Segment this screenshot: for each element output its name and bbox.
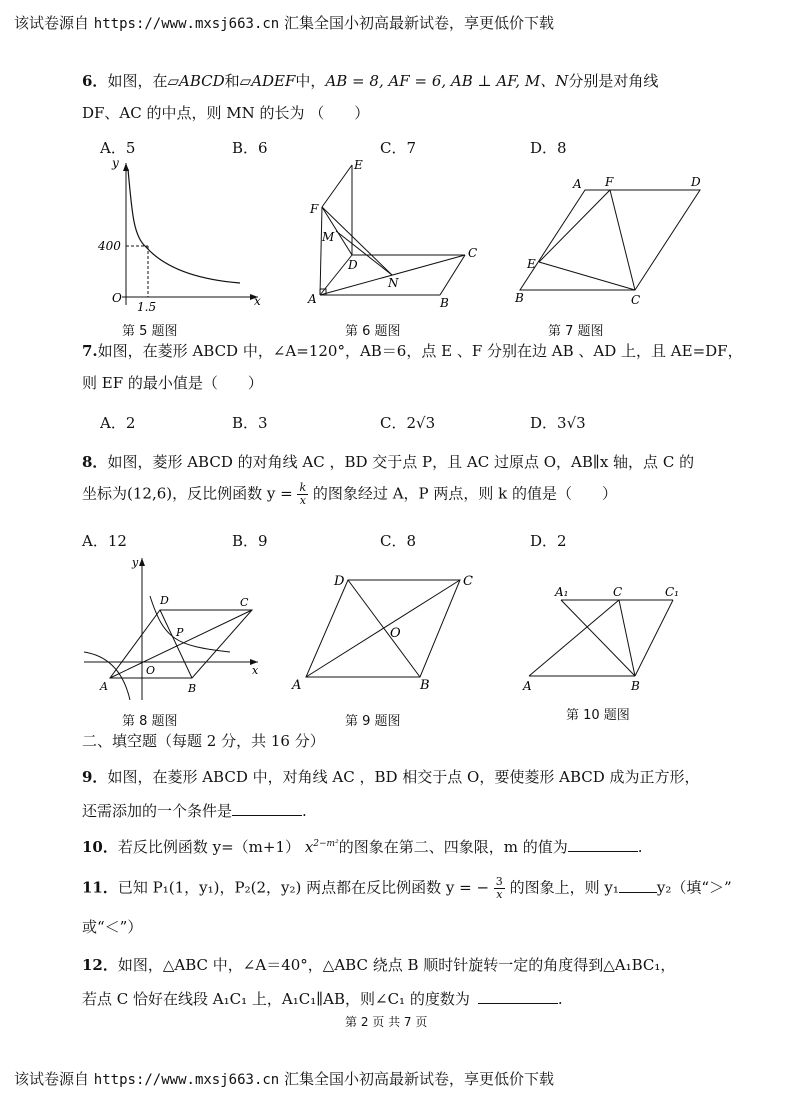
q6-option-c[interactable]: C．7 (380, 139, 417, 157)
fig6-label-m: M (322, 230, 335, 244)
fig8-label-a: A (100, 680, 108, 693)
figure-9 (288, 565, 488, 695)
fig8-label-d: D (160, 594, 169, 607)
question-7-line1: 7.如图，在菱形 ABCD 中，∠A=120°，AB＝6，点 E 、F 分别在边 AB 、AD 上，且 AE=DF， (82, 342, 743, 360)
footer-text-right: 汇集全国小初高最新试卷，享更低价下载 (284, 1070, 555, 1088)
section-2-title: 二、填空题（每题 2 分，共 16 分） (82, 732, 325, 750)
fig8-label-p: P (176, 626, 184, 639)
fig9-label-d: D (334, 574, 345, 589)
q7-option-c[interactable]: C．2√3 (380, 414, 436, 432)
fig10-label-a1: A₁ (555, 585, 569, 599)
question-6-line2: DF、AC 的中点，则 MN 的长为 （ ） (82, 104, 370, 122)
q6-conditions: AB = 8, AF = 6, AB ⊥ AF, M、N (325, 72, 569, 90)
footer-watermark (14, 1068, 554, 1089)
header-url[interactable]: https://www.mxsj663.cn (93, 16, 280, 32)
fig7-caption: 第 7 题图 (548, 324, 604, 339)
fig6-label-f: F (310, 202, 319, 216)
fig7-label-c: C (631, 293, 641, 307)
q8-option-c[interactable]: C．8 (380, 532, 417, 550)
fig7-label-e: E (527, 257, 536, 271)
q6-option-a[interactable]: A．5 (100, 139, 136, 157)
fig6-label-a: A (308, 292, 317, 306)
question-12-line2: 若点 C 恰好在线段 A₁C₁ 上，A₁C₁∥AB，则∠C₁ 的度数为 . (82, 990, 563, 1008)
fig6-caption: 第 6 题图 (345, 324, 401, 339)
fig8-label-c: C (240, 596, 249, 609)
fig7-label-b: B (515, 291, 524, 305)
q6-option-d[interactable]: D．8 (530, 139, 567, 157)
q12-answer-blank[interactable] (478, 989, 558, 1004)
fig8-label-x: x (252, 664, 259, 677)
fig9-label-o: O (390, 626, 401, 641)
fig8-caption: 第 8 题图 (122, 714, 178, 729)
fig6-label-d: D (348, 258, 358, 272)
question-10: 10．若反比例函数 y=（m+1） $x^{2-m^2}$的图象在第二、四象限，m 的值为 . (82, 838, 643, 856)
q10-answer-blank[interactable] (568, 837, 638, 852)
q11-fraction: $\frac{3}{x}$ (495, 875, 503, 901)
q9-answer-blank[interactable] (232, 801, 302, 816)
header-text-left: 该试卷源自 (14, 14, 90, 32)
question-8-line1: 8．如图，菱形 ABCD 的对角线 AC ，BD 交于点 P，且 AC 过原点 O，AB∥x 轴，点 C 的 (82, 453, 695, 471)
figure-6 (300, 155, 490, 315)
q8-fraction: $\frac{k}{x}$ (299, 481, 307, 507)
fig8-label-o: O (146, 664, 156, 677)
fig5-caption: 第 5 题图 (122, 324, 178, 339)
fig6-label-c: C (468, 246, 478, 260)
fig5-curve (128, 169, 240, 283)
figure-8 (80, 550, 270, 705)
fig5-y-tick: 400 (98, 239, 121, 253)
figure-7 (505, 170, 730, 310)
footer-text-left: 该试卷源自 (14, 1070, 90, 1088)
fig7-label-a: A (573, 177, 582, 191)
fig10-caption: 第 10 题图 (566, 708, 630, 723)
fig5-x-label: x (254, 294, 261, 308)
question-9-line1: 9．如图，在菱形 ABCD 中，对角线 AC ，BD 相交于点 O，要使菱形 ABCD 成为正方形， (82, 768, 700, 786)
question-7-line2: 则 EF 的最小值是（ ） (82, 374, 263, 392)
page-number: 第 2 页 共 7 页 (345, 1015, 428, 1029)
question-9-line2: 还需添加的一个条件是 . (82, 802, 307, 820)
fig9-label-a: A (292, 678, 302, 693)
fig8-label-y: y (132, 556, 139, 569)
q10-exponent: 2−m² (313, 839, 339, 849)
q7-option-d[interactable]: D．3√3 (530, 414, 586, 432)
q6-option-b[interactable]: B．6 (232, 139, 268, 157)
fig5-y-label: y (112, 156, 119, 170)
fig10-label-b: B (631, 679, 640, 693)
fig6-label-b: B (440, 296, 449, 310)
fig5-x-tick: 1.5 (137, 300, 157, 314)
question-12-line1: 12．如图，△ABC 中，∠A＝40°，△ABC 绕点 B 顺时针旋转一定的角度得到△A₁BC₁， (82, 956, 676, 974)
question-8-line2: 坐标为(12,6)，反比例函数 y = $\frac{k}{x}$ 的图象经过 A，P 两点，则 k 的值是（ ） (82, 481, 618, 507)
q8-option-d[interactable]: D．2 (530, 532, 567, 550)
q11-answer-blank[interactable] (619, 878, 657, 893)
fig9-label-b: B (420, 678, 430, 693)
fig9-caption: 第 9 题图 (345, 714, 401, 729)
question-11-line1: 11．已知 P₁(1，y₁)，P₂(2，y₂) 两点都在反比例函数 y = − $\frac{3}{x}$ 的图象上，则 y₁ y₂（填“＞” (82, 875, 732, 901)
question-6-line1: 6．如图，在▱ABCD和▱ADEF中，AB = 8, AF = 6, AB ⊥ AF, M、N分别是对角线 (82, 72, 659, 90)
fig6-label-e: E (354, 158, 363, 172)
q7-option-a[interactable]: A．2 (100, 414, 136, 432)
fig10-label-c: C (613, 585, 623, 599)
q8-option-a[interactable]: A．12 (82, 532, 127, 550)
footer-url[interactable]: https://www.mxsj663.cn (93, 1072, 280, 1088)
header-watermark (14, 12, 554, 33)
figure-10 (515, 580, 705, 695)
fig5-origin: O (112, 291, 122, 305)
fig7-label-d: D (691, 175, 701, 189)
fig9-label-c: C (463, 574, 473, 589)
fig10-label-a: A (523, 679, 532, 693)
fig10-label-c1: C₁ (665, 585, 679, 599)
q7-option-b[interactable]: B．3 (232, 414, 268, 432)
question-11-line2: 或“＜”） (82, 918, 143, 936)
header-text-right: 汇集全国小初高最新试卷，享更低价下载 (284, 14, 555, 32)
fig7-label-f: F (605, 175, 614, 189)
fig8-label-b: B (188, 682, 197, 695)
figure-5 (90, 155, 270, 315)
q8-option-b[interactable]: B．9 (232, 532, 268, 550)
fig6-label-n: N (388, 276, 399, 290)
